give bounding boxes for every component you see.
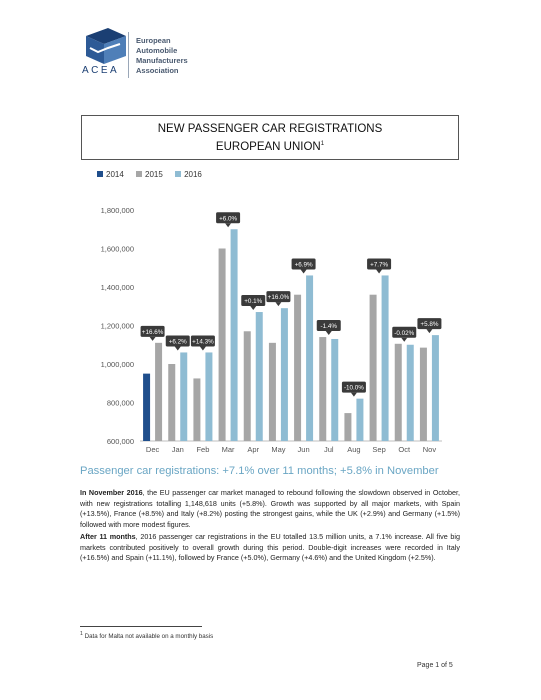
legend-label: 2014 <box>106 170 124 179</box>
bar-2015-dec <box>155 343 162 441</box>
footnote-divider <box>80 626 202 627</box>
bar-2015-aug <box>344 413 351 441</box>
bar-2015-jun <box>294 295 301 441</box>
y-tick-label: 800,000 <box>106 398 134 408</box>
data-label: +7.7% <box>370 261 389 269</box>
bar-2015-mar <box>219 249 226 442</box>
logo-divider <box>128 32 129 78</box>
footnote-number: 1 <box>80 631 83 637</box>
y-tick-label: 1,000,000 <box>100 360 134 369</box>
x-tick-label: Oct <box>398 445 411 454</box>
data-label: +5.8% <box>420 321 439 329</box>
x-tick-label: May <box>271 445 286 454</box>
bar-2014-dec <box>143 374 150 441</box>
x-tick-label: Nov <box>422 445 437 454</box>
footnote-text: Data for Malta not available on a monthly basis <box>84 633 214 641</box>
org-name-line: Manufacturers <box>136 56 188 65</box>
bar-2015-feb <box>193 378 200 441</box>
organization-name <box>136 36 188 76</box>
annotation-pointer <box>351 393 357 397</box>
bar-2016-jun <box>306 275 313 441</box>
data-label: +0.1% <box>244 298 263 306</box>
car-cube-icon <box>86 28 126 64</box>
x-tick-label: Dec <box>145 445 160 454</box>
data-label: -0.02% <box>394 329 415 337</box>
chart-title-text: EUROPEAN UNION <box>215 140 321 153</box>
bar-2015-sep <box>370 295 377 441</box>
bar-2016-aug <box>356 399 363 441</box>
y-tick-label: 1,600,000 <box>100 244 134 254</box>
legend-swatch <box>136 171 142 177</box>
chart-legend <box>97 170 212 179</box>
y-tick-label: 600,000 <box>106 437 134 446</box>
chart-title-line1: NEW PASSENGER CAR REGISTRATIONS <box>157 123 383 135</box>
paragraph-november <box>80 488 460 530</box>
data-label: +6.0% <box>219 215 238 223</box>
x-tick-label: Mar <box>221 445 235 454</box>
bar-2016-jan <box>180 352 187 441</box>
paragraph-lead: After 11 months <box>80 532 136 541</box>
legend-label: 2015 <box>145 170 163 179</box>
org-name-line: Association <box>136 66 179 75</box>
chart-title-box <box>81 115 459 160</box>
org-name-line: Automobile <box>136 46 178 55</box>
paragraph-eleven-months <box>80 532 460 564</box>
data-label: -1.4% <box>320 323 337 331</box>
bar-2015-jul <box>319 337 326 441</box>
bar-2015-nov <box>420 348 427 441</box>
bar-2015-jan <box>168 364 175 441</box>
x-tick-label: Sep <box>372 445 386 454</box>
data-label: +16.0% <box>267 294 290 302</box>
x-tick-label: Jan <box>171 445 184 454</box>
x-tick-label: Jul <box>323 445 334 454</box>
legend-item-2015 <box>136 170 163 179</box>
footnote <box>80 631 213 640</box>
annotation-pointer <box>401 338 407 342</box>
data-label: +6.9% <box>294 261 313 269</box>
bar-2016-sep <box>382 275 389 441</box>
x-tick-label: Aug <box>347 445 361 454</box>
bar-2015-oct <box>395 344 402 441</box>
x-tick-label: Feb <box>196 445 210 454</box>
footnote-mark: 1 <box>320 141 325 147</box>
x-tick-label: Apr <box>247 445 260 454</box>
x-tick-label: Jun <box>297 445 310 454</box>
org-name-line: European <box>136 36 171 45</box>
annotation-pointer <box>250 306 256 310</box>
annotation-pointer <box>376 269 382 273</box>
data-label: +6.2% <box>168 338 187 346</box>
data-label: +16.6% <box>141 328 164 336</box>
legend-label: 2016 <box>184 170 202 179</box>
y-tick-label: 1,200,000 <box>100 321 134 331</box>
bar-2015-apr <box>244 331 251 441</box>
page-number: Page 1 of 5 <box>417 662 453 669</box>
annotation-pointer <box>301 269 307 273</box>
legend-item-2014 <box>97 170 124 179</box>
annotation-pointer <box>150 337 156 341</box>
paragraph-text: , the EU passenger car market managed to rebound following the slowdown observed in October, with new registrations totalling 1,148,618 units (+5.8%). Growth was supported by all major markets, with Spain (+13.5%), France (+8.5%) and Italy (+8.2%) posting the strongest gains, while the UK (+2.9%) and Germany (+1.5%) followed with more modest figures. <box>80 488 461 529</box>
bar-chart <box>70 180 460 460</box>
bar-2016-apr <box>256 312 263 441</box>
annotation-pointer <box>200 346 206 350</box>
paragraph-lead: In November 2016 <box>80 488 143 497</box>
legend-item-2016 <box>175 170 202 179</box>
annotation-pointer <box>275 302 281 306</box>
legend-swatch <box>97 171 103 177</box>
section-subheading: Passenger car registrations: +7.1% over 11 months; +5.8% in November <box>80 465 439 477</box>
paragraph-text: , 2016 passenger car registrations in the EU totalled 13.5 million units, a 7.1% increase. All five big markets contributed positively to overall growth during this period. Double-digit increases were recorded in Italy (+16.5%) and Spain (+11.1%), followed by France (+5.0%), Germany (+4.6%) and the United Kingdom (+2.5%). <box>80 532 460 563</box>
bar-2016-feb <box>205 352 212 441</box>
legend-swatch <box>175 171 181 177</box>
y-tick-label: 1,800,000 <box>100 206 134 215</box>
chart-title-line2 <box>82 137 458 155</box>
data-label: +14.3% <box>192 338 214 346</box>
annotation-pointer <box>175 346 181 350</box>
logo-wordmark: ACEA <box>82 65 120 76</box>
bar-2016-nov <box>432 335 439 441</box>
bar-2016-mar <box>231 229 238 441</box>
bar-2016-may <box>281 308 288 441</box>
annotation-pointer <box>326 331 332 335</box>
bar-2015-may <box>269 343 276 441</box>
annotation-pointer <box>225 223 231 227</box>
bar-2016-jul <box>331 339 338 441</box>
annotation-pointer <box>426 329 432 333</box>
y-tick-label: 1,400,000 <box>100 283 134 292</box>
bar-2016-oct <box>407 345 414 441</box>
data-label: -10.0% <box>343 384 364 392</box>
